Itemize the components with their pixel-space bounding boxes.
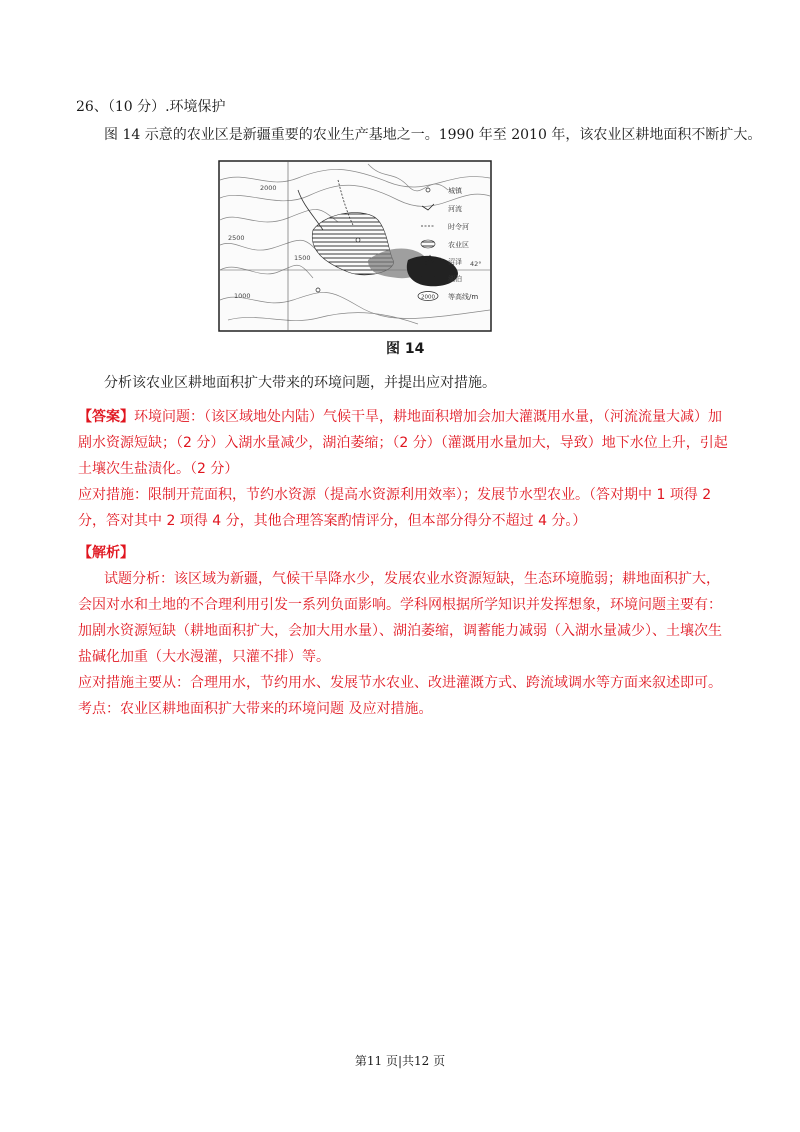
legend-contour-value: 2000 <box>421 294 435 301</box>
answer-section <box>78 404 728 534</box>
contour-label: 2000 <box>260 184 277 192</box>
analysis-measures: 应对措施主要从：合理用水，节约用水、发展节水农业、改进灌溉方式、跨流域调水等方面来叙述即可。 <box>78 675 722 691</box>
lake-icon <box>421 274 435 282</box>
contour-label: 1500 <box>294 254 311 262</box>
analysis-section <box>78 540 728 722</box>
legend-label: 农业区 <box>448 241 469 249</box>
page-footer: 第11 页|共12 页 <box>354 1054 446 1068</box>
answer-measures: 应对措施：限制开荒面积，节约水资源（提高水资源利用效率）；发展节水型农业。（答对期中 1 项得 2 分，答对其中 2 项得 4 分，其他合理答案酌情评分，但本部分得分不超过 4 分。） <box>78 487 712 529</box>
answer-tag: 【答案】 <box>78 409 134 425</box>
legend-label: 湖泊 <box>448 275 462 283</box>
figure-14-map <box>218 160 510 360</box>
legend-label: 沼泽 <box>448 258 462 266</box>
legend-label: 时令河 <box>448 223 469 231</box>
contour-label: 1000 <box>234 292 251 300</box>
question-prompt: 分析该农业区耕地面积扩大带来的环境问题，并提出应对措施。 <box>104 375 496 391</box>
analysis-key-point: 考点：农业区耕地面积扩大带来的环境问题 及应对措施。 <box>78 701 433 717</box>
contour-label: 2500 <box>228 234 245 242</box>
legend-label: 河流 <box>448 205 462 213</box>
legend-label: 城镇 <box>448 187 462 195</box>
question-intro: 图 14 示意的农业区是新疆重要的农业生产基地之一。1990 年至 2010 年，该农业区耕地面积不断扩大。 <box>104 127 762 143</box>
analysis-paragraph: 试题分析：该区域为新疆，气候干旱降水少，发展农业水资源短缺，生态环境脆弱；耕地面积扩大，会因对水和土地的不合理利用引发一系列负面影响。学科网根据所学知识并发挥想象，环境问题主要有：加剧水资源短缺（耕地面积扩大，会加大用水量）、湖泊萎缩，调蓄能力减弱（入湖水量减少）、土壤次生盐碱化加重（大水漫灌，只灌不排）等。 <box>78 571 722 665</box>
question-header: 26、（10 分）.环境保护 <box>76 99 226 115</box>
town-marker <box>316 288 320 292</box>
analysis-tag: 【解析】 <box>78 545 134 561</box>
latitude-label: 42° <box>470 260 482 268</box>
town-marker <box>356 238 360 242</box>
town-icon <box>426 188 430 192</box>
farmland-icon <box>421 240 435 248</box>
answer-environment-issues: 环境问题：（该区域地处内陆）气候干旱，耕地面积增加会加大灌溉用水量，（河流流量大减）加剧水资源短缺；（2 分）入湖水量减少，湖泊萎缩；（2 分）（灌溉用水量加大，导致）地下水位上升，引起土壤次生盐渍化。（2 分） <box>78 409 728 477</box>
legend-label: 等高线/m <box>448 293 479 301</box>
figure-caption: 图 14 <box>386 341 425 357</box>
